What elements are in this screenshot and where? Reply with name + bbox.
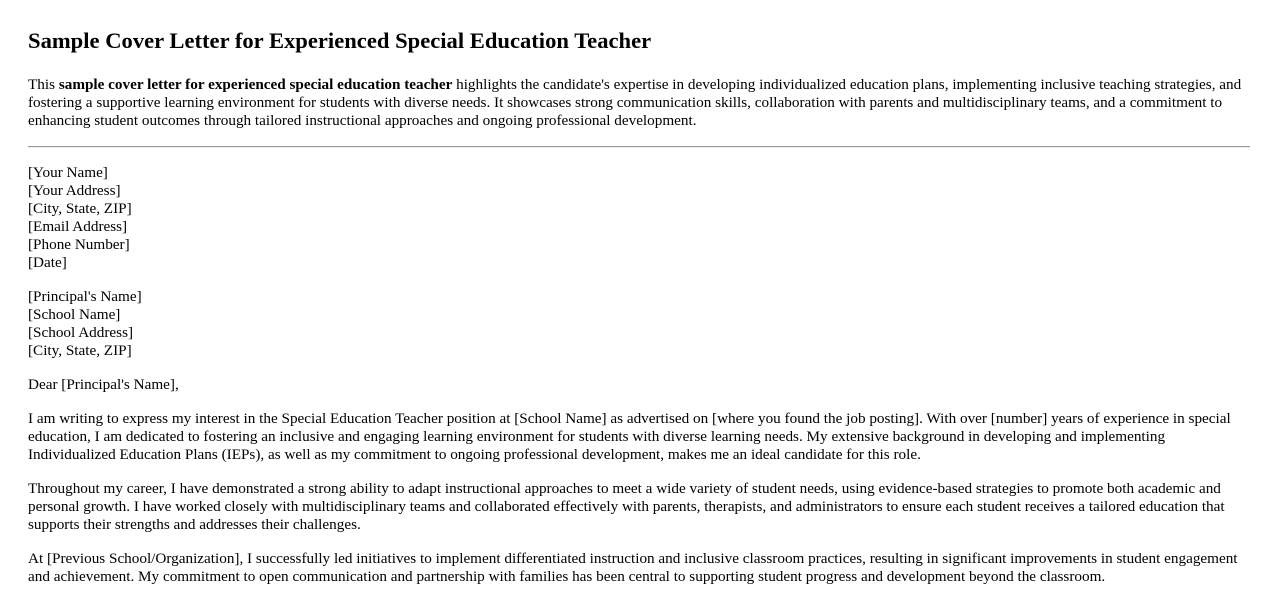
sender-block: [28, 164, 1250, 272]
page-title: Sample Cover Letter for Experienced Special Education Teacher: [28, 28, 652, 53]
sender-city-state-zip: [City, State, ZIP]: [28, 200, 132, 217]
body-paragraph-3: At [Previous School/Organization], I successfully led initiatives to implement differentiated instruction and inclusive classroom practices, resulting in significant improvements in student engagement and achievement. My commitment to open communication and partnership with families has been central to supporting student progress and development beyond the classroom.: [28, 550, 1238, 585]
sender-phone: [Phone Number]: [28, 236, 130, 253]
body-paragraph-1: I am writing to express my interest in the Special Education Teacher position at [School Name] as advertised on [where you found the job posting]. With over [number] years of experience in special education, I am dedicated to fostering an inclusive and engaging learning environment for students with diverse learning needs. My extensive background in developing and implementing Individualized Education Plans (IEPs), as well as my commitment to ongoing professional development, makes me an ideal candidate for this role.: [28, 410, 1231, 463]
salutation: Dear [Principal's Name],: [28, 376, 179, 393]
divider: [28, 146, 1250, 148]
sender-address: [Your Address]: [28, 182, 121, 199]
recipient-block: [28, 288, 1250, 360]
recipient-principal-name: [Principal's Name]: [28, 288, 142, 305]
body-paragraph-2: Throughout my career, I have demonstrated a strong ability to adapt instructional approaches to meet a wide variety of student needs, using evidence-based strategies to promote both academic and personal growth. I have worked closely with multidisciplinary teams and collaborated effectively with parents, therapists, and administrators to ensure each student receives a tailored education that supports their strengths and addresses their challenges.: [28, 480, 1225, 533]
sender-name: [Your Name]: [28, 164, 108, 181]
intro-prefix: This: [28, 76, 59, 93]
intro-bold-phrase: sample cover letter for experienced special education teacher: [58, 76, 453, 93]
recipient-school-address: [School Address]: [28, 324, 134, 341]
sender-date: [Date]: [28, 254, 67, 271]
recipient-city-state-zip: [City, State, ZIP]: [28, 342, 132, 359]
intro-suffix: highlights the candidate's expertise in developing individualized education plans, implementing inclusive teaching strategies, and fostering a supportive learning environment for students with diverse needs. It showcases strong communication skills, collaboration with parents and multidisciplinary teams, and a commitment to enhancing student outcomes through tailored instructional approaches and ongoing professional development.: [28, 76, 1242, 129]
sender-email: [Email Address]: [28, 218, 128, 235]
recipient-school-name: [School Name]: [28, 306, 121, 323]
intro-paragraph: [28, 76, 1250, 130]
